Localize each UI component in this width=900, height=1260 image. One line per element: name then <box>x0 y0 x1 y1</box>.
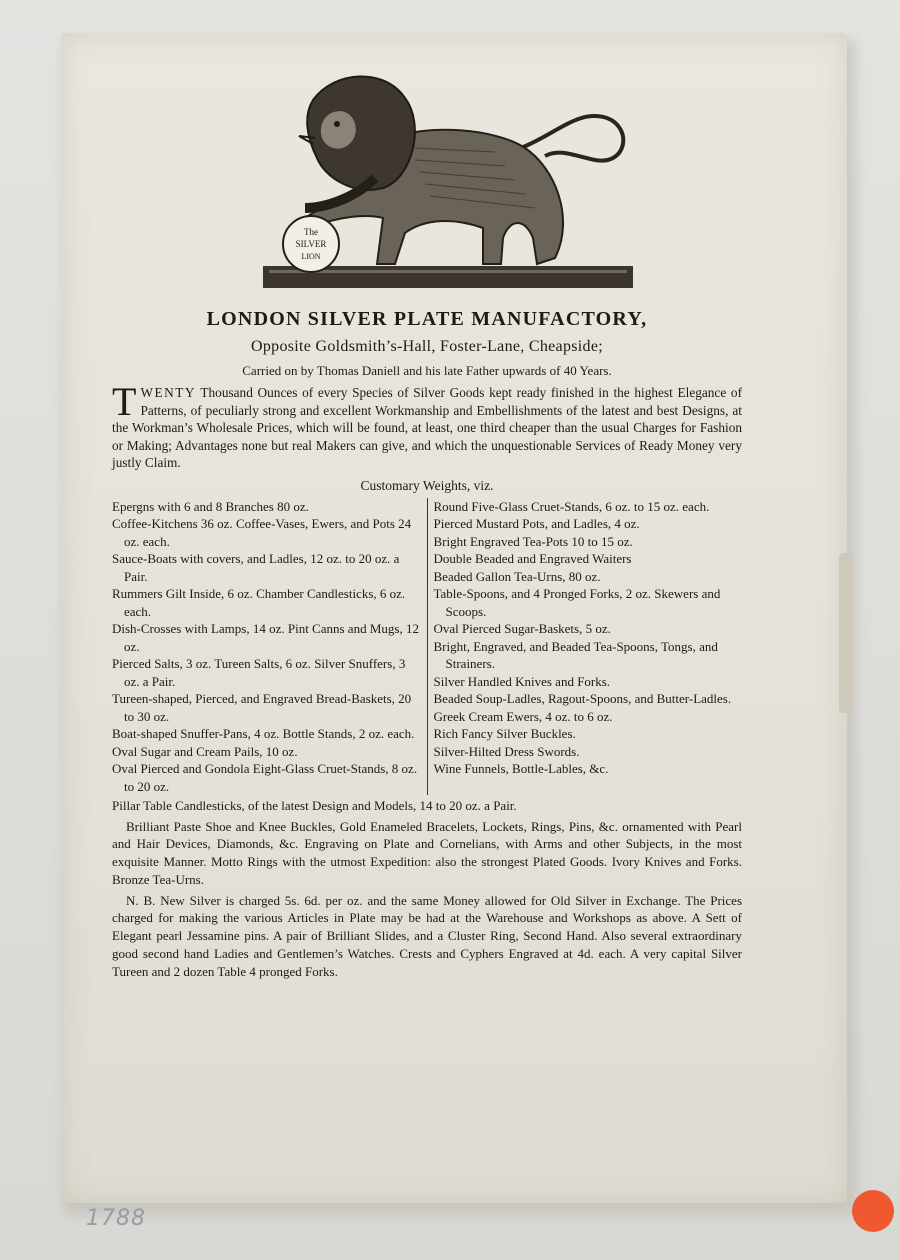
intro-first-word: WENTY <box>140 385 196 400</box>
weight-item: Beaded Gallon Tea-Urns, 80 oz. <box>433 568 601 584</box>
weight-item: Rummers Gilt Inside, 6 oz. Chamber Candlesticks, 6 oz. each. <box>112 586 406 619</box>
weight-item: Bright, Engraved, and Beaded Tea-Spoons, Tongs, and Strainers. <box>433 638 718 671</box>
weight-item: Coffee-Kitchens 36 oz. Coffee-Vases, Ewers, and Pots 24 oz. each. <box>112 516 412 549</box>
page-title: LONDON SILVER PLATE MANUFACTORY, <box>206 308 648 330</box>
weight-item: Tureen-shaped, Pierced, and Engraved Bread-Baskets, 20 to 30 oz. <box>112 691 412 724</box>
weight-item: Silver-Hilted Dress Swords. <box>433 743 580 759</box>
orange-marker-dot <box>852 1190 894 1232</box>
silver-lion-engraving <box>255 68 639 294</box>
weight-item: Rich Fancy Silver Buckles. <box>433 726 576 741</box>
weight-item: Dish-Crosses with Lamps, 14 oz. Pint Canns and Mugs, 12 oz. <box>112 621 419 654</box>
weight-item: Oval Pierced Sugar-Baskets, 5 oz. <box>433 621 611 636</box>
weight-item: Double Beaded and Engraved Waiters <box>433 551 632 566</box>
medallion-line-3: LION <box>301 252 321 261</box>
weights-left-column <box>112 498 428 796</box>
medallion-line-1: The <box>304 227 318 237</box>
address-line: Opposite Goldsmith’s-Hall, Foster-Lane, Cheapside; <box>251 338 603 355</box>
weight-item: Greek Cream Ewers, 4 oz. to 6 oz. <box>433 708 613 724</box>
weight-item: Pierced Salts, 3 oz. Tureen Salts, 6 oz. Silver Snuffers, 3 oz. a Pair. <box>112 656 406 689</box>
drop-cap: T <box>112 379 137 424</box>
weight-item: Round Five-Glass Cruet-Stands, 6 oz. to 15 oz. each. <box>433 498 710 514</box>
paper-tear <box>839 553 853 713</box>
jewellery-paragraph: Brilliant Paste Shoe and Knee Buckles, Gold Enameled Bracelets, Lockets, Rings, Pins, &c. ornamented with Pearl and Hair Devices, Diamonds, &c. Engraving on Plate and Cornelians, with Arms and other Subjects, in the most exquisite Manner. Motto Rings with the utmost Expedition: also the strongest Plated Goods. Ivory Knives and Forks. Bronze Tea-Urns. <box>112 818 742 887</box>
pillar-candlesticks-line: Pillar Table Candlesticks, of the latest Design and Models, 14 to 20 oz. a Pair. <box>112 798 517 813</box>
proprietor-line: Carried on by Thomas Daniell and his late Father upwards of 40 Years. <box>242 363 612 378</box>
weights-right-column <box>428 498 743 796</box>
medallion-line-2: SILVER <box>295 239 327 249</box>
weight-item: Sauce-Boats with covers, and Ladles, 12 oz. to 20 oz. a Pair. <box>112 551 400 584</box>
weight-item: Epergns with 6 and 8 Branches 80 oz. <box>112 498 309 514</box>
weight-item: Table-Spoons, and 4 Pronged Forks, 2 oz. Skewers and Scoops. <box>433 586 721 619</box>
weights-heading: Customary Weights, viz. <box>360 477 494 493</box>
weight-item: Oval Sugar and Cream Pails, 10 oz. <box>112 743 298 759</box>
weight-item: Oval Pierced and Gondola Eight-Glass Cruet-Stands, 8 oz. to 20 oz. <box>112 761 418 794</box>
intro-text: Thousand Ounces of every Species of Silver Goods kept ready finished in the highest Elegance of Patterns, of peculiarly strong and excellent Workmanship and Embellishments of the latest and best Designs, at the Workman’s Wholesale Prices, which will be found, at least, one third cheaper than the usual Charges for Fashion or Making; Advantages none but real Makers can give, and which the unquestionable Services of Ready Money very justly Claim. <box>112 385 742 470</box>
weight-item: Silver Handled Knives and Forks. <box>433 673 611 689</box>
intro-paragraph <box>112 379 742 472</box>
year-annotation: 1788 <box>86 1206 146 1231</box>
weights-columns <box>112 498 742 796</box>
weight-item: Pierced Mustard Pots, and Ladles, 4 oz. <box>433 516 640 531</box>
weight-item: Beaded Soup-Ladles, Ragout-Spoons, and Butter-Ladles. <box>433 691 732 706</box>
weight-item: Bright Engraved Tea-Pots 10 to 15 oz. <box>433 533 633 549</box>
weight-item: Boat-shaped Snuffer-Pans, 4 oz. Bottle Stands, 2 oz. each. <box>112 726 415 741</box>
weight-item: Wine Funnels, Bottle-Lables, &c. <box>433 761 609 776</box>
nota-bene-paragraph: N. B. New Silver is charged 5s. 6d. per oz. and the same Money allowed for Old Silver in Exchange. The Prices charged for making the various Articles in Plate may be had at the Warehouse and Workshops as above. A Sett of Elegant pearl Jessamine pins. A pair of Brilliant Slides, and a Cluster Ring, Second Hand. Also several extraordinary good second hand Ladies and Gentlemen’s Watches. Crests and Cyphers Engraved at 4d. each. A very capital Silver Tureen and 2 dozen Table 4 pronged Forks. <box>112 892 742 979</box>
document-content <box>112 306 742 981</box>
